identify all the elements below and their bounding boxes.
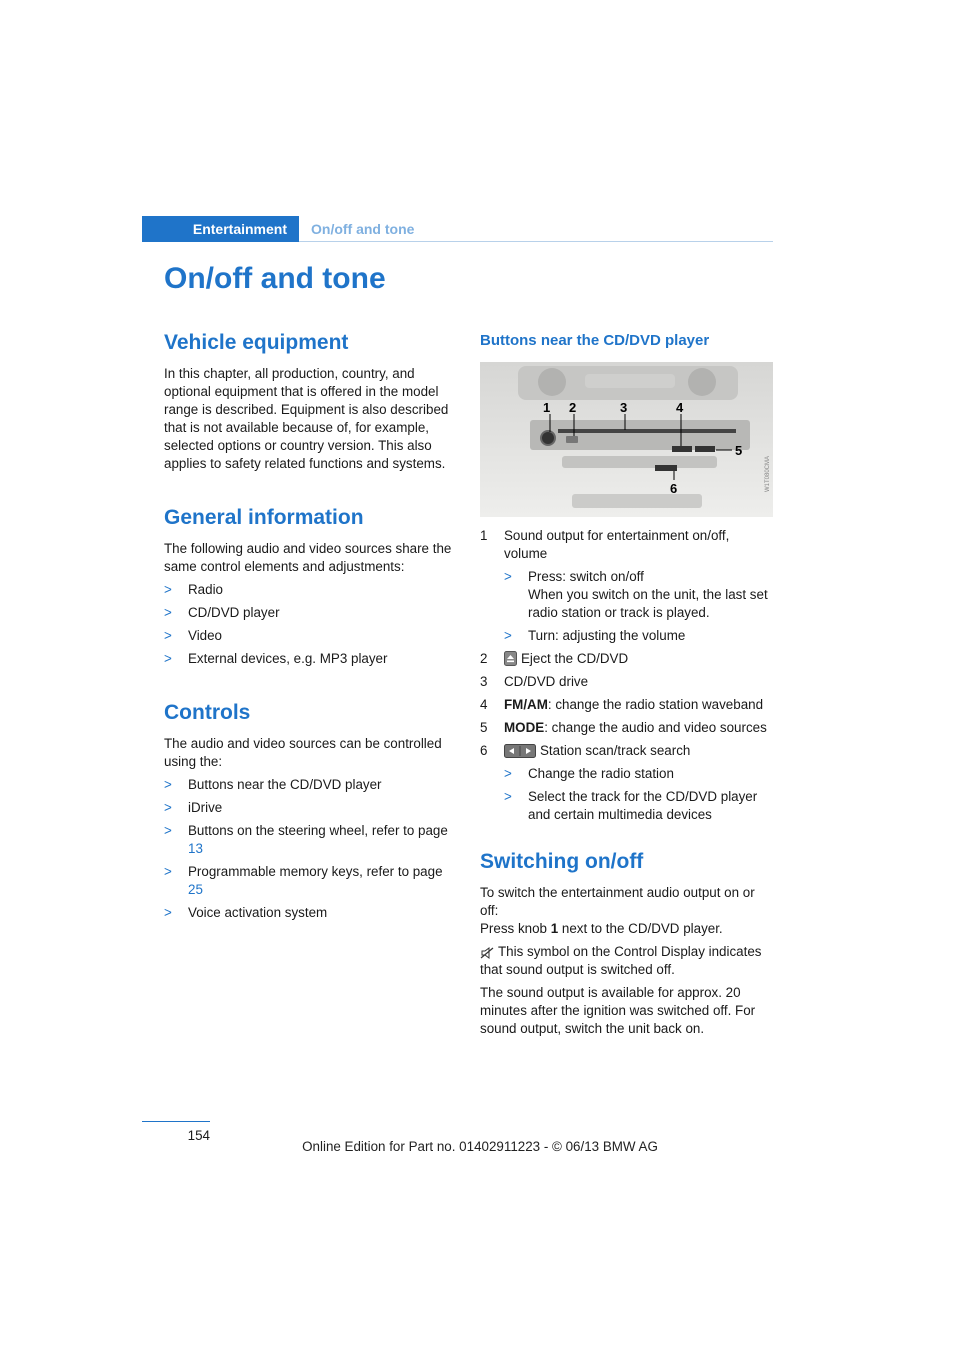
list-item: > Radio	[164, 582, 223, 597]
buttons-heading: Buttons near the CD/DVD player	[480, 332, 710, 349]
figure-label-5: 5	[735, 443, 743, 458]
list-item: > Voice activation system	[164, 905, 328, 920]
page-number: 154	[187, 1128, 210, 1143]
chapter-tab: Entertainment	[142, 216, 299, 242]
general-information-heading: General information	[164, 506, 364, 529]
scan-buttons-icon	[504, 744, 536, 758]
switching-text-3: The sound output is available for approx. 20 minutes after the ignition was switched off. For sound output, switch the unit back on.	[480, 985, 756, 1036]
list-item: 6 Station scan/track search > Change the radio station > Select the track for the CD/DVD player and certain multimedia devices	[480, 742, 773, 824]
controls-list	[164, 776, 457, 922]
list-item: > Programmable memory keys, refer to page 25	[164, 864, 443, 897]
running-header	[142, 216, 773, 243]
page-link[interactable]: 25	[188, 882, 203, 897]
switching-text-2: This symbol on the Control Display indicates that sound output is switched off.	[480, 944, 762, 977]
figure-label-2: 2	[569, 400, 577, 415]
list-item: 4 FM/AM: change the radio station waveband	[480, 697, 764, 712]
figure-label-6: 6	[670, 481, 678, 496]
cd-dvd-panel-figure	[480, 362, 773, 517]
list-item: > Video	[164, 628, 223, 643]
list-item: > External devices, e.g. MP3 player	[164, 651, 388, 666]
eject-icon	[504, 651, 517, 666]
figure-label-1: 1	[543, 400, 551, 415]
mute-icon	[480, 947, 494, 959]
figure-label-4: 4	[676, 400, 684, 415]
header-rule	[299, 241, 773, 242]
vehicle-equipment-text: In this chapter, all production, country, and optional equipment that is offered in the model range is described. Equipment is also described that is not available because of, for example, selected options or country version. This also applies to safety related functions and systems.	[164, 366, 449, 471]
list-item: 5 MODE: change the audio and video sources	[480, 720, 767, 735]
controls-heading: Controls	[164, 701, 251, 724]
switching-heading: Switching on/off	[480, 850, 644, 873]
switching-text-1: To switch the entertainment audio output on or off: Press knob 1 next to the CD/DVD player.	[480, 885, 755, 936]
left-column	[164, 330, 457, 927]
section-label: On/off and tone	[311, 221, 415, 237]
footer: Online Edition for Part no. 01402911223 - © 06/13 BMW AG	[302, 1139, 658, 1154]
list-item: > iDrive	[164, 800, 223, 815]
list-item: > Change the radio station	[504, 766, 674, 781]
button-descriptions	[480, 527, 773, 824]
list-item: > Buttons on the steering wheel, refer to page 13	[164, 823, 448, 856]
list-item: > Turn: adjusting the volume	[504, 628, 686, 643]
list-item: 2 Eject the CD/DVD	[480, 651, 629, 666]
sources-list	[164, 581, 457, 668]
list-item: 1 Sound output for entertainment on/off, volume > Press: switch on/off When you switch on the unit, the last set radio station or track is played. > Turn: adjusting the volume	[480, 527, 773, 645]
list-item: > Buttons near the CD/DVD player	[164, 777, 382, 792]
list-item: > CD/DVD player	[164, 605, 280, 620]
page-number-rule	[142, 1121, 210, 1122]
general-information-text: The following audio and video sources share the same control elements and adjustments:	[164, 541, 452, 574]
figure-label-3: 3	[620, 400, 628, 415]
figure-code: W1T080CMA	[765, 455, 771, 492]
right-column	[480, 330, 773, 1043]
list-item: > Press: switch on/off When you switch on the unit, the last set radio station or track is played.	[504, 569, 768, 620]
controls-text: The audio and video sources can be controlled using the:	[164, 736, 442, 769]
page-title: On/off and tone	[164, 262, 386, 295]
list-item: > Select the track for the CD/DVD player and certain multimedia devices	[504, 789, 758, 822]
vehicle-equipment-heading: Vehicle equipment	[164, 331, 349, 354]
list-item: 3 CD/DVD drive	[480, 674, 589, 689]
page-link[interactable]: 13	[188, 841, 203, 856]
